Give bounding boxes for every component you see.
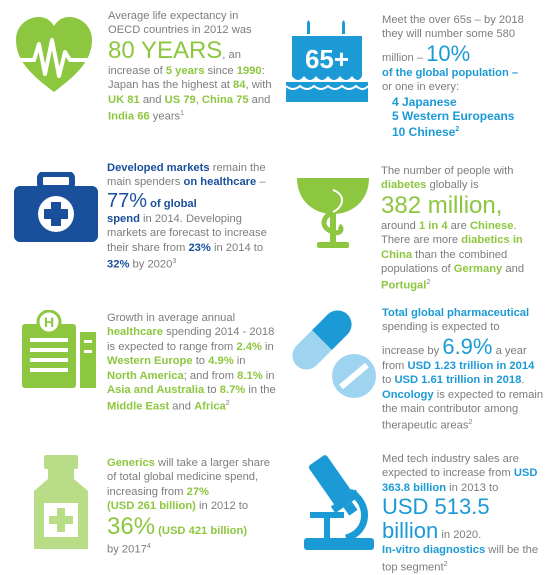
spend-share-value: 77% xyxy=(107,189,148,212)
generics-share-value: 36% xyxy=(107,512,156,540)
diabetes-text: The number of people with diabetes globally is 382 million, around 1 in 4 are Chinese. There are more diabetics in China than the combined populations of Germany and Portugal$^2$ xyxy=(381,165,525,293)
birthday-cake-icon xyxy=(286,20,368,102)
diabetes-count-value: 382 million, xyxy=(381,191,503,219)
medicine-bottle-icon xyxy=(26,455,96,551)
pharma-spend-text: Total global pharmaceutical spending is expected to increase by 6.9% a year from USD 1.23 trillion in 2014 to USD 1.61 trillion in 2018. Oncology is expected to remain the main contributor among therapeutic areas$^2$ xyxy=(382,307,544,433)
pharma-growth-value: 6.9% xyxy=(442,333,493,359)
over-65s-text: Meet the over 65s – by 2018 they will number some 580 million – 10% of the global population – or one in every: 4 Japanese 5 Western Europeans 10 Chinese$^2$ xyxy=(382,13,540,139)
ratio-list xyxy=(382,95,540,139)
generics-text: Generics will take a larger share of total global medicine spend, increasing from 27% (USD 261 billion) in 2012 to 36% (USD 421 billion) by 2017$^4$ xyxy=(107,457,270,556)
caduceus-bowl-icon xyxy=(295,172,371,250)
life-expectancy-text: Average life expectancy in OECD countries in 2012 was 80 YEARS, an increase of 5 years since 1990: Japan has the highest at 84, with UK 81 and US 79, China 75 and India 66 years$^1$ xyxy=(108,10,272,123)
list-item: 5 Western Europeans xyxy=(392,108,515,123)
population-share-value: 10% xyxy=(426,40,471,66)
hospital-clipboard-icon xyxy=(22,310,98,390)
microscope-icon xyxy=(298,452,378,552)
first-aid-kit-icon xyxy=(12,172,100,244)
cake-label: 65+ xyxy=(304,44,350,74)
list-item: 10 Chinese$^2$ xyxy=(392,124,460,139)
med-tech-sales-value: USD 513.5 billion xyxy=(382,494,490,544)
pills-icon xyxy=(288,306,380,400)
heart-pulse-icon xyxy=(12,14,96,98)
life-expectancy-value: 80 YEARS xyxy=(108,36,223,64)
list-item: 4 Japanese xyxy=(392,94,457,109)
healthcare-growth-text: Growth in average annual healthcare spending 2014 - 2018 is expected to range from 2.4% in Western Europe to 4.9% in North America; and from 8.1% in Asia and Australia to 8.7% in the Middle East and Africa$^2$ xyxy=(107,312,276,414)
healthcare-spend-text: Developed markets remain the main spenders on healthcare – 77% of global spend in 2014. Developing markets are forecast to increase their share from 23% in 2014 to 32% by 2020$^3$ xyxy=(107,162,267,271)
med-tech-text: Med tech industry sales are expected to increase from USD 363.8 billion in 2013 to USD 513.5 billion in 2020. In-vitro diagnostics will be the top segment$^2$ xyxy=(382,453,539,574)
svg-text:H: H xyxy=(43,314,55,330)
